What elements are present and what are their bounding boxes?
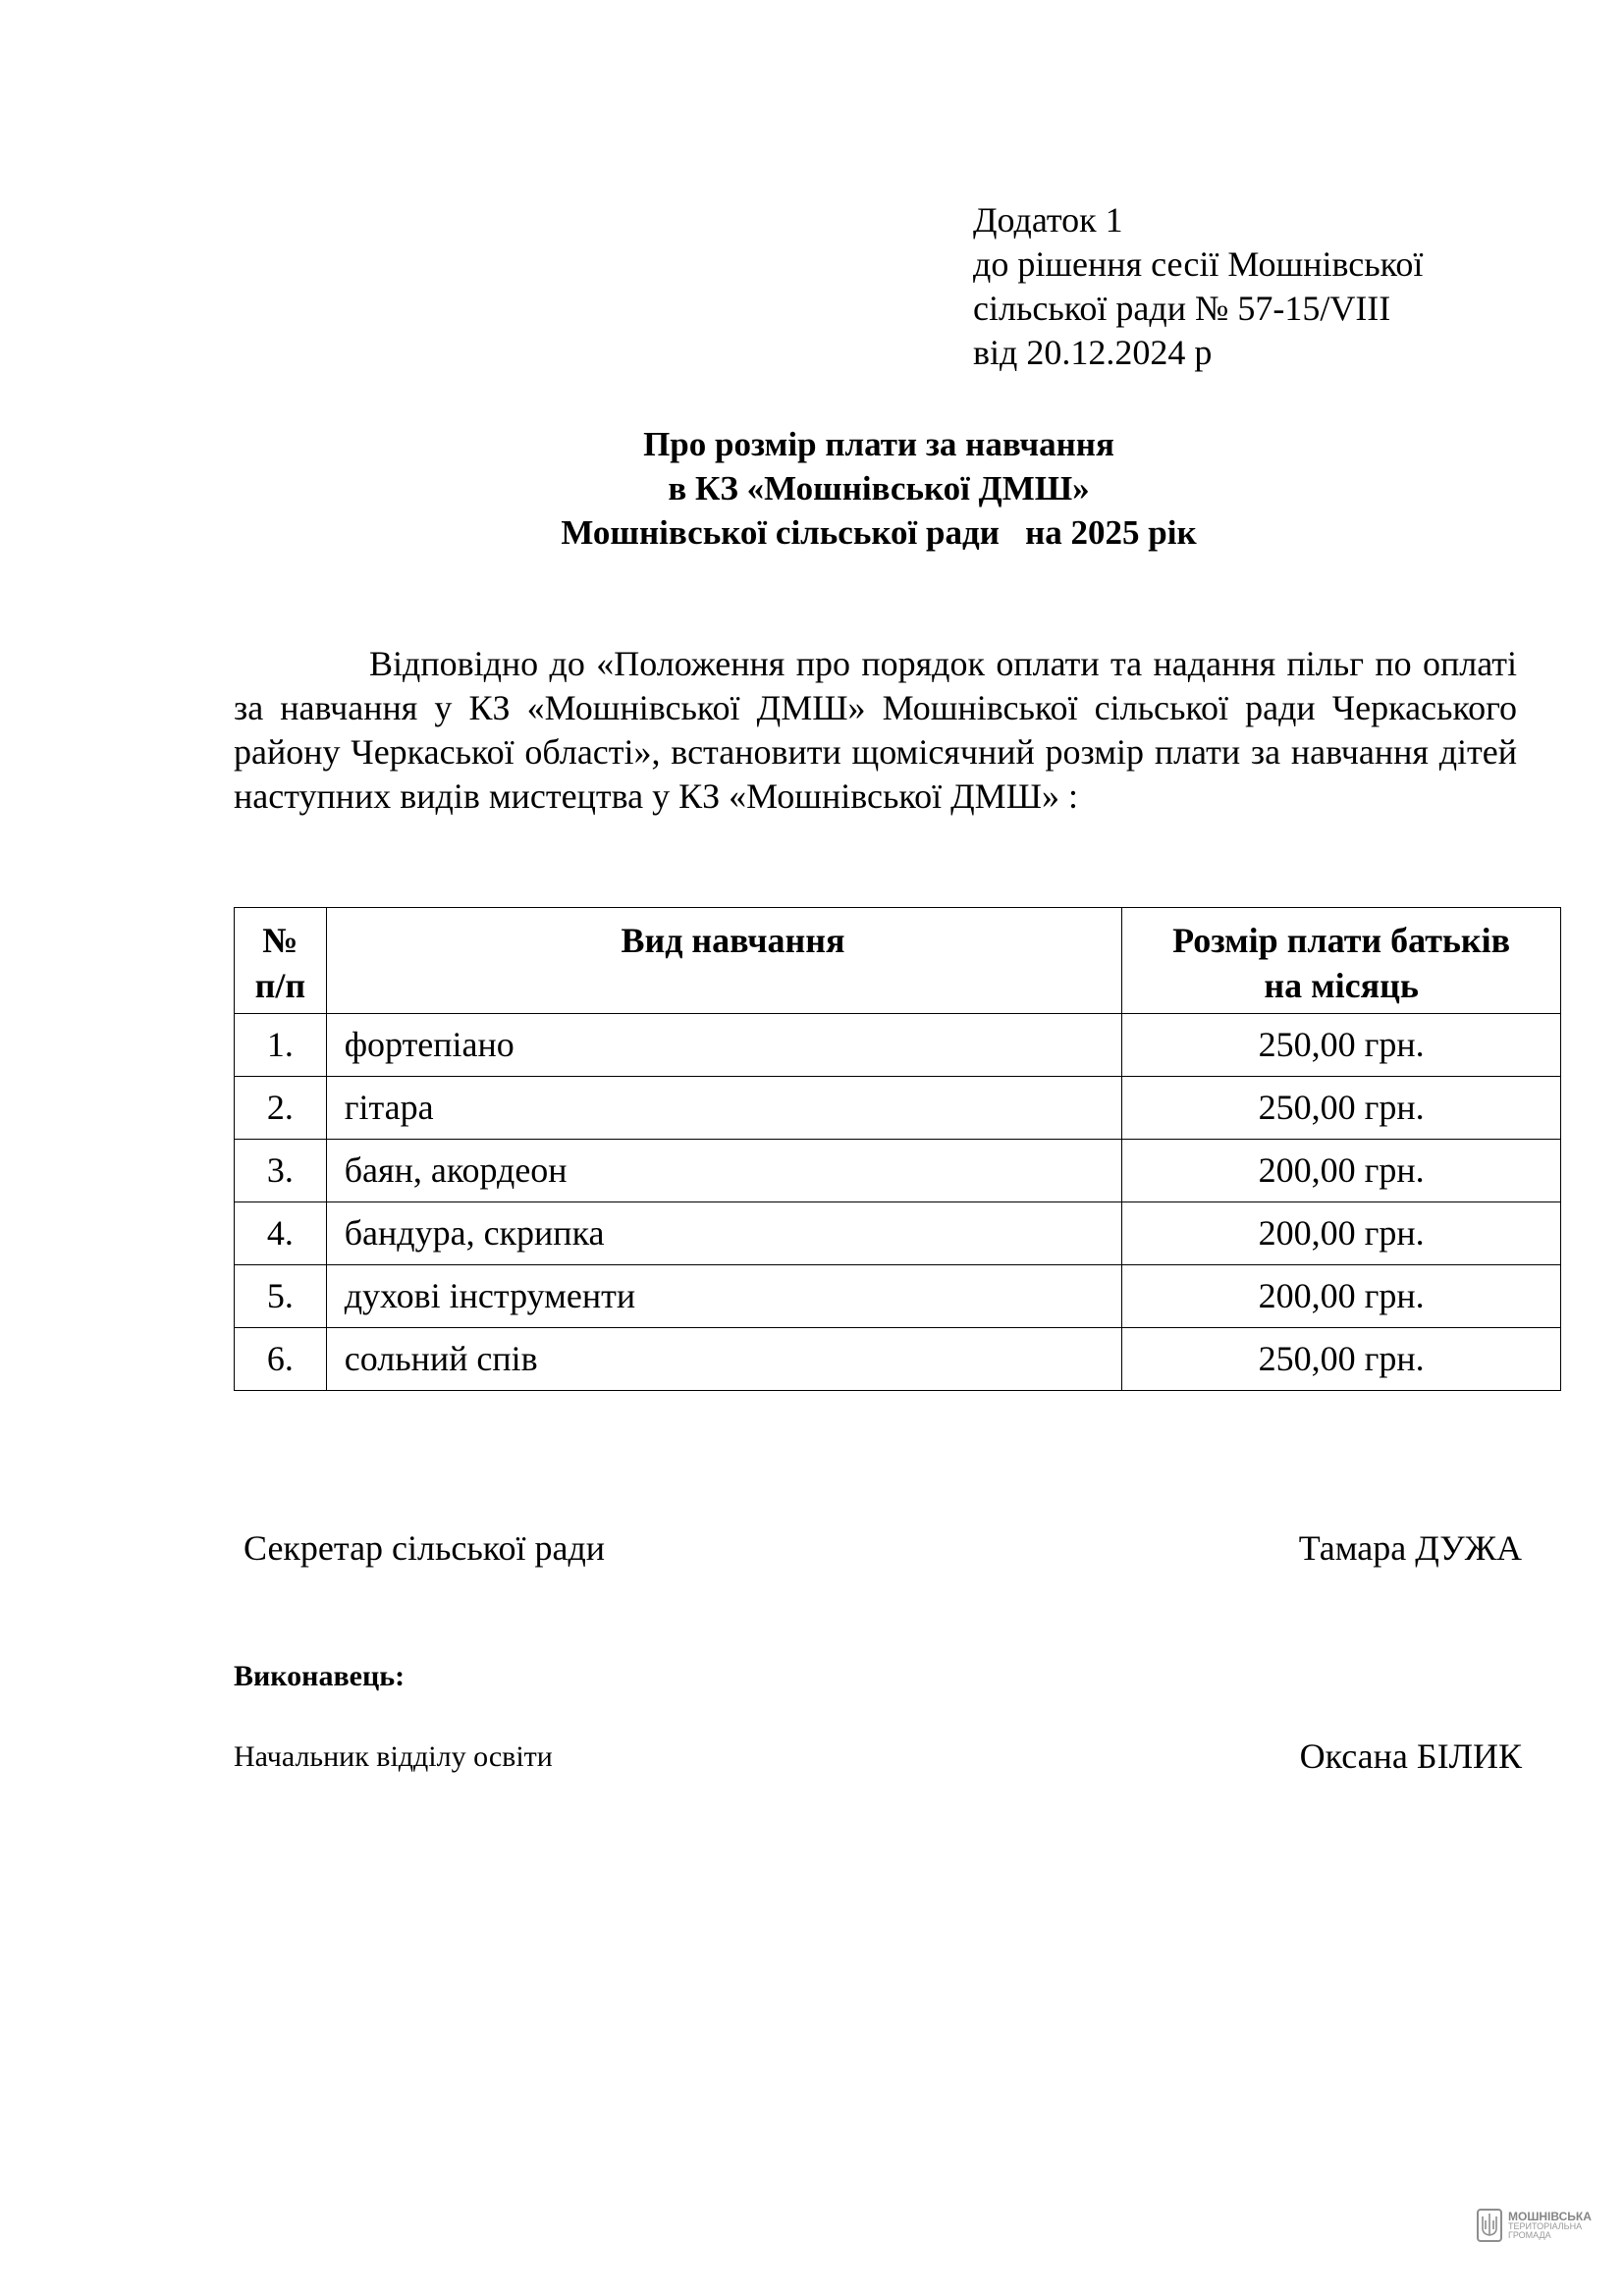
intro-paragraph [234, 642, 1517, 819]
title-line-3: Мошнівської сільської ради на 2025 рік [561, 513, 1197, 552]
secretary-role: Секретар сільської ради [244, 1528, 606, 1568]
row-fee: 250,00 грн. [1122, 1328, 1561, 1391]
table-header-row [235, 908, 1561, 1014]
executor-name: Оксана БІЛИК [1299, 1736, 1522, 1776]
executor-role: Начальник відділу освіти [234, 1740, 553, 1773]
addendum-line-2: до рішення сесії Мошнівської [973, 244, 1424, 284]
intro-text: Відповідно до «Положення про порядок оплати та надання пільг по оплаті за навчання у КЗ «Мошнівської ДМШ» Мошнівської сільської ради Черкаського району Черкаської області», встановити щомісячний розмір плати за навчання дітей наступних видів мистецтва у КЗ «Мошнівської ДМШ» : [234, 644, 1517, 816]
row-fee: 200,00 грн. [1122, 1265, 1561, 1328]
row-number: 4. [235, 1202, 327, 1265]
addendum-line-3: сільської ради № 57-15/VIII [973, 289, 1391, 328]
row-fee: 250,00 грн. [1122, 1077, 1561, 1140]
table-row [235, 1140, 1561, 1202]
header-fee-line-1: Розмір плати батьків [1172, 921, 1511, 960]
header-fee-line-2: на місяць [1264, 966, 1419, 1005]
row-number: 2. [235, 1077, 327, 1140]
row-type: сольний спів [326, 1328, 1122, 1391]
community-logo [1477, 2209, 1592, 2242]
row-type: духові інструменти [326, 1265, 1122, 1328]
title-line-1: Про розмір плати за навчання [643, 425, 1114, 463]
table-row [235, 1328, 1561, 1391]
row-type: гітара [326, 1077, 1122, 1140]
trident-icon [1477, 2209, 1502, 2242]
header-type-label: Вид навчання [621, 921, 845, 960]
header-type [326, 908, 1122, 1014]
table-row [235, 1014, 1561, 1077]
document-title [0, 422, 1624, 555]
secretary-name: Тамара ДУЖА [1298, 1528, 1522, 1568]
row-fee: 200,00 грн. [1122, 1202, 1561, 1265]
addendum-block [973, 198, 1423, 375]
row-fee: 250,00 грн. [1122, 1014, 1561, 1077]
header-number [235, 908, 327, 1014]
row-type: фортепіано [326, 1014, 1122, 1077]
row-type: бандура, скрипка [326, 1202, 1122, 1265]
row-fee: 200,00 грн. [1122, 1140, 1561, 1202]
row-number: 6. [235, 1328, 327, 1391]
fees-table [234, 907, 1561, 1391]
logo-line-3: ГРОМАДА [1508, 2230, 1551, 2240]
addendum-line-4: від 20.12.2024 р [973, 333, 1213, 372]
header-number-line-1: № [262, 921, 298, 960]
executor-heading: Виконавець: [234, 1660, 406, 1692]
logo-line-2: ТЕРИТОРІАЛЬНА [1508, 2221, 1583, 2231]
logo-line-1: МОШНІВСЬКА [1508, 2210, 1592, 2223]
table-row [235, 1265, 1561, 1328]
logo-text [1508, 2211, 1592, 2240]
header-fee [1122, 908, 1561, 1014]
table-row [235, 1077, 1561, 1140]
header-number-line-2: п/п [254, 966, 306, 1005]
title-line-2: в КЗ «Мошнівської ДМШ» [668, 469, 1090, 507]
row-number: 3. [235, 1140, 327, 1202]
addendum-line-1: Додаток 1 [973, 200, 1123, 240]
row-number: 1. [235, 1014, 327, 1077]
row-type: баян, акордеон [326, 1140, 1122, 1202]
row-number: 5. [235, 1265, 327, 1328]
table-row [235, 1202, 1561, 1265]
